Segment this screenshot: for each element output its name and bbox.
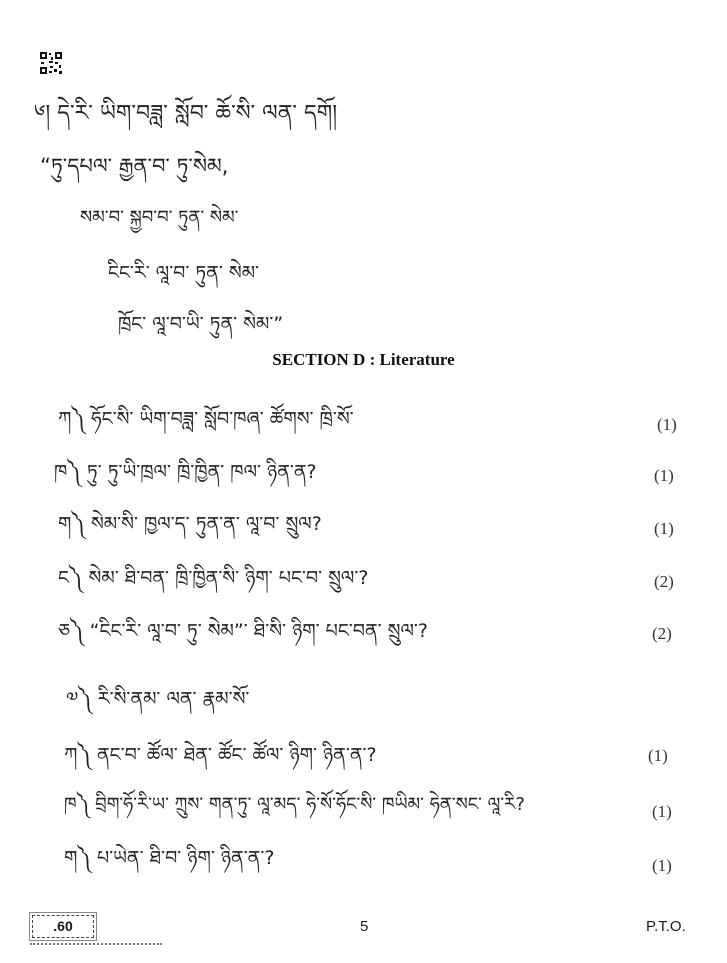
question-marks: (1) <box>648 746 668 765</box>
poem-line: ངིང་རི་ ལཱ་བ་ ཏུན་ སེམ་ <box>108 262 260 284</box>
question-text: ཅ༽ “ངིང་རི་ ལཱ་བ་ ཏུ་ སེམ”་ ཐི་སི་ ཉིག་ པང་བན་ སྲུལ་? <box>58 620 428 642</box>
question-text: ཁ༽ ཏུ་ ཏུ་ཡི་ཁྲལ་ ཁྲི་ཁྱིན་ ཁལ་ ཉིན་ན? <box>54 461 317 483</box>
page-number: 5 <box>360 918 369 935</box>
question-marks: (1) <box>652 802 672 821</box>
question-text: ཀ༽ ཧོང་སི་ ཡིག་བཟླ་ སློབ་ཁཞ་ ཚོགས་ ཁྲི་སོ་ <box>58 408 354 430</box>
footer-divider <box>30 943 162 945</box>
question-text: ཁ༽ བྲིག་ཧོ་རི་ཡ་ ཀྲུས་ གན་ཏུ་ ལཱ་མད་ ཧེ་སོ་ཧོང་སི་ ཁཡིམ་ ཧེན་སང་ ལཱ་རི? <box>64 794 525 815</box>
question-text: ག༽ སེམ་སི་ ཁྱལ་ད་ ཏུན་ན་ ལཱ་བ་ སྲུལ? <box>58 513 322 535</box>
poem-heading: ༦། དེ་རི་ ཡིག་བཟླ་ སློབ་ ཆོ་སི་ ལན་ དགོ། <box>34 101 338 126</box>
qr-code-icon <box>39 51 63 75</box>
subsection-heading: ༧༽ རི་སི་ནམ་ ལན་ རྣམ་སོ་ <box>66 688 250 710</box>
poem-line: སམ་བ་ སྐྱབ་བ་ ཏུན་ སེམ་ <box>80 207 239 228</box>
pto-label: P.T.O. <box>646 918 686 935</box>
question-marks: (1) <box>652 856 672 875</box>
paper-code-box: .60 <box>32 915 94 938</box>
section-heading: SECTION D : Literature <box>272 350 455 369</box>
question-marks: (1) <box>654 519 674 538</box>
question-text: ག༽ པ་ཡེན་ ཐི་བ་ ཉིག་ ཉིན་ན་? <box>64 847 275 869</box>
poem-line: ཁྲོང་ ལཱ་བ་ཡི་ ཏུན་ སེམ་” <box>118 313 284 335</box>
question-marks: (1) <box>657 415 677 434</box>
question-text: ང༽ སེམ་ ཐི་བན་ ཁྲི་ཁྱིན་སི་ ཉིག་ པང་བ་ སྲུལ་? <box>58 567 369 589</box>
poem-line: “ཏུ་དཔལ་ རྒྱན་བ་ ཏུ་སེམ, <box>40 154 229 178</box>
question-marks: (1) <box>654 466 674 485</box>
question-text: ཀ༽ ནང་བ་ ཚོལ་ ཐེན་ ཚོང་ ཚོལ་ ཉིག་ ཉིན་ན་? <box>64 744 377 766</box>
question-marks: (2) <box>652 624 672 643</box>
question-marks: (2) <box>654 572 674 591</box>
